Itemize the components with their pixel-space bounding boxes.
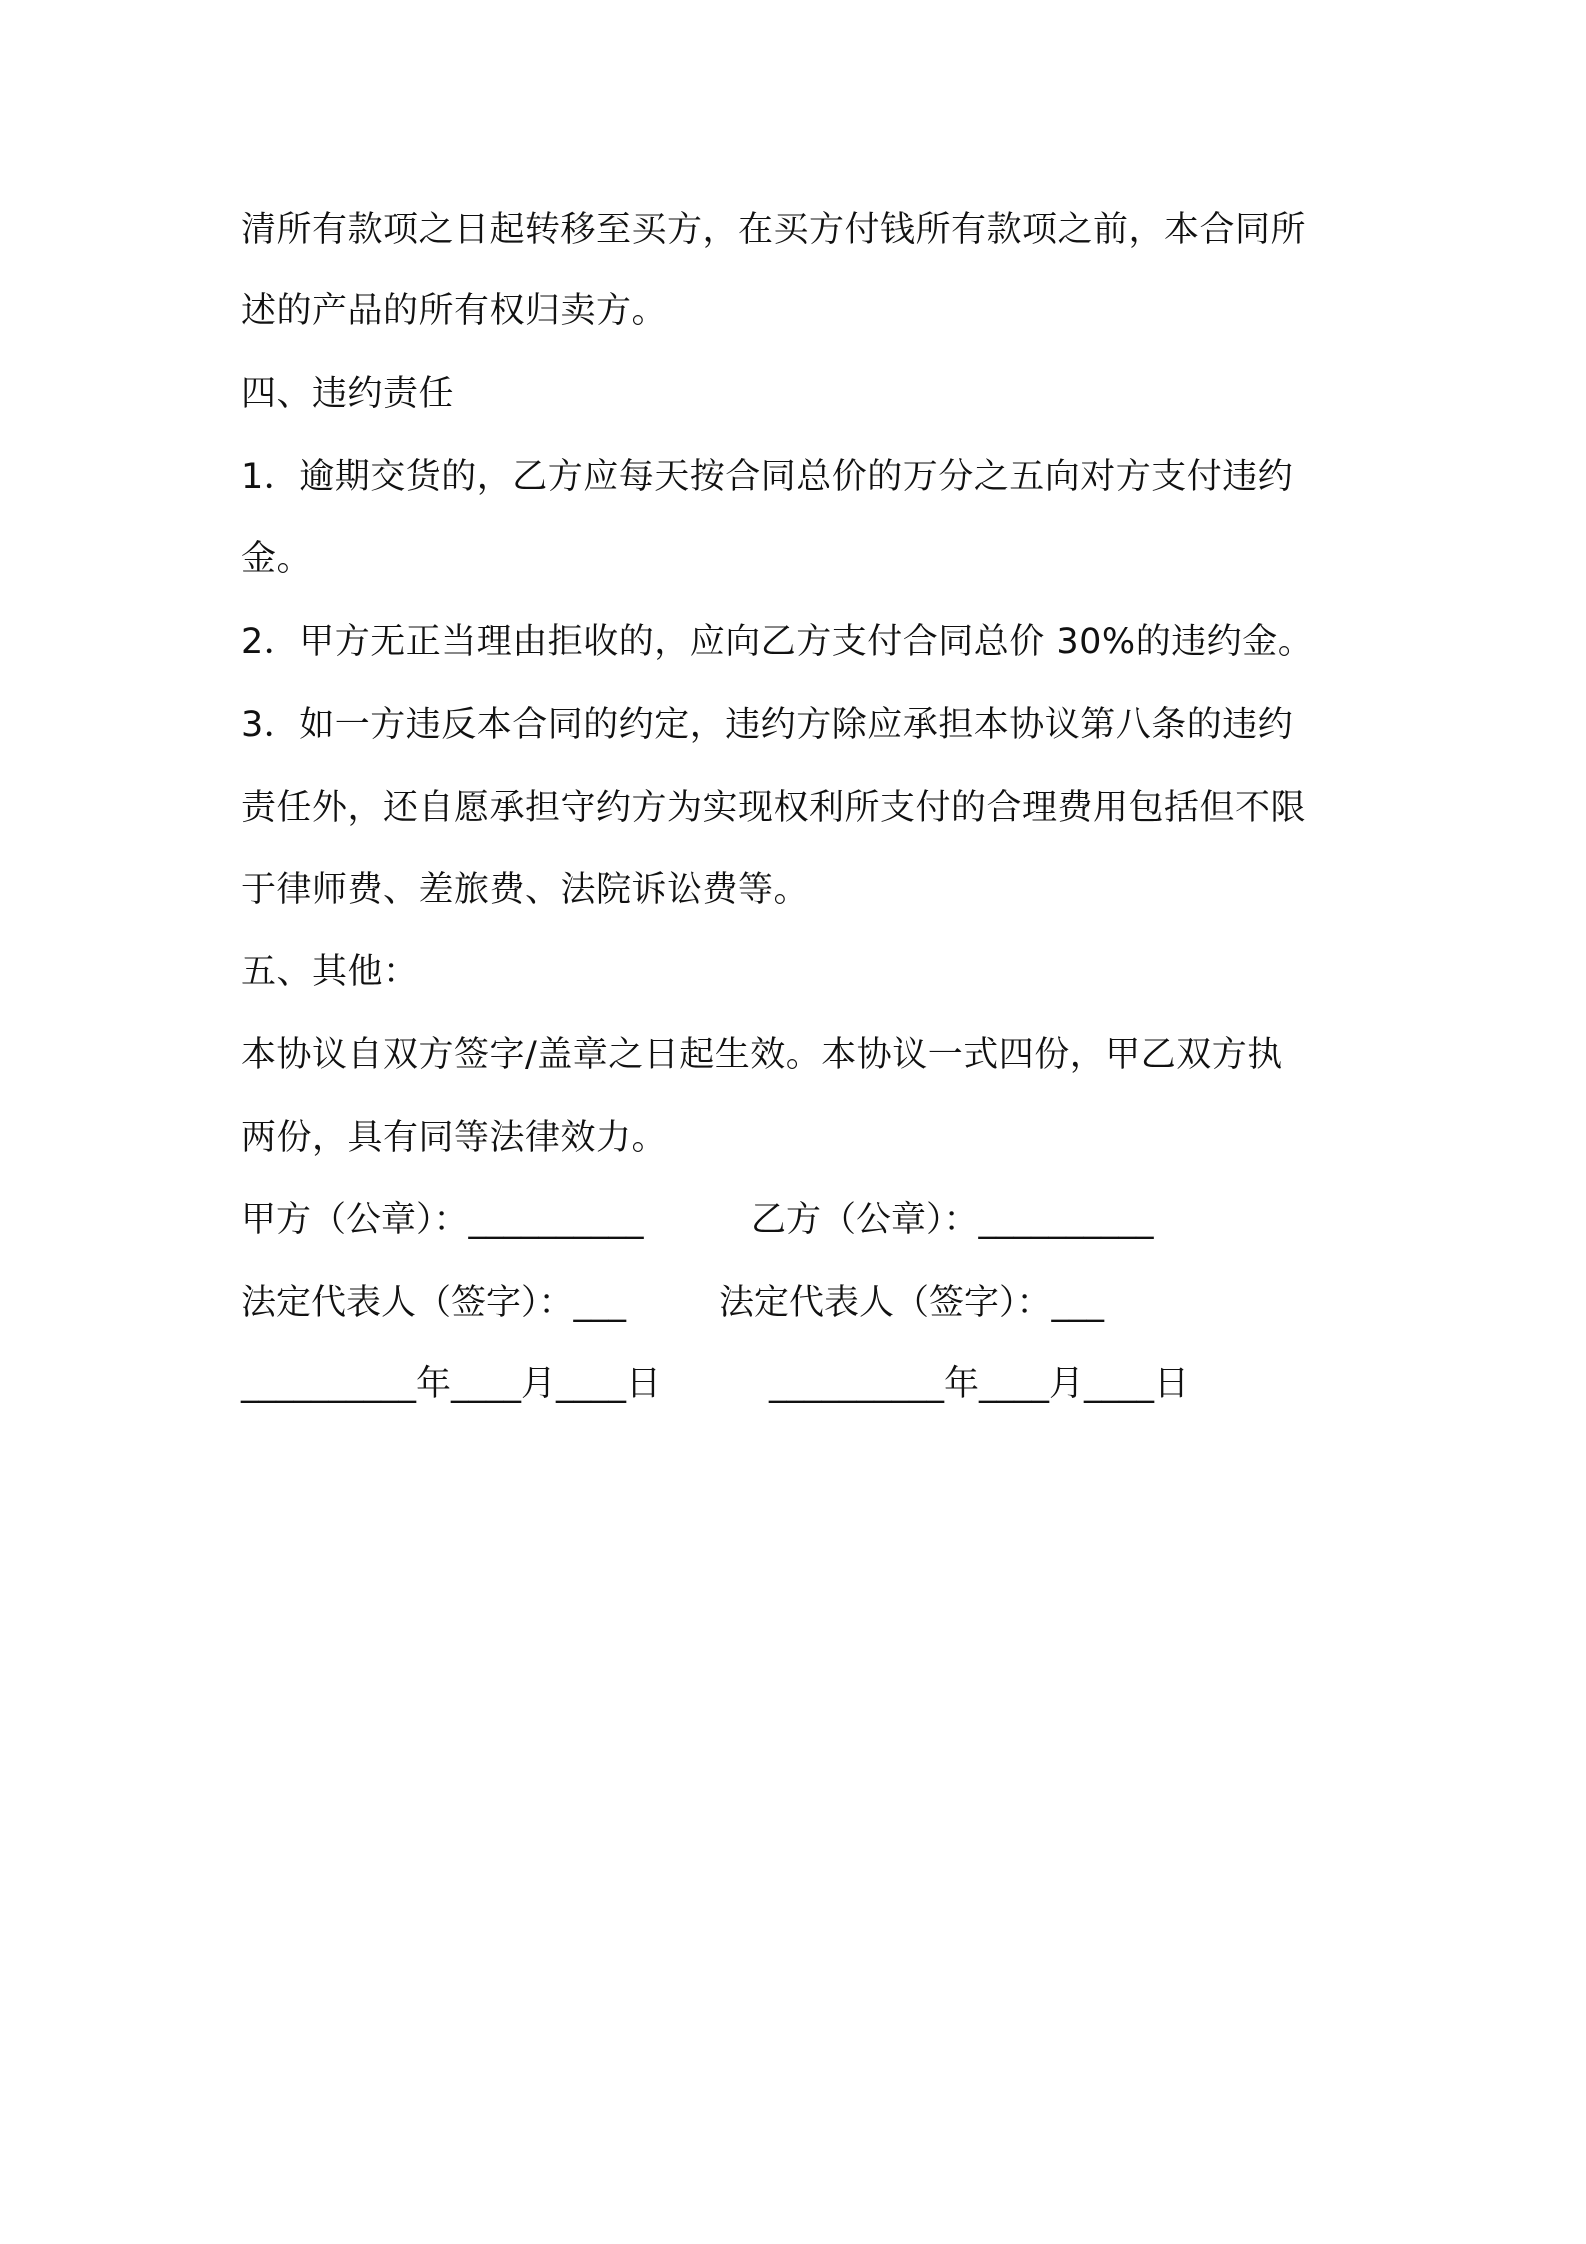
text-line-clause-3-cont2: 于律师费、差旅费、法院诉讼费等。 (241, 870, 810, 910)
party-b-date: __________年____月____日 (769, 1364, 1190, 1404)
party-a-date: __________年____月____日 (241, 1364, 662, 1404)
party-b-seal: 乙方（公章）：__________ (751, 1200, 1154, 1240)
party-b-rep: 法定代表人（签字）：___ (719, 1283, 1105, 1323)
text-line-clause-3: 3．如一方违反本合同的约定，违约方除应承担本协议第八条的违约 (241, 705, 1294, 745)
section-heading-breach: 四、违约责任 (241, 374, 455, 414)
section-heading-other: 五、其他： (241, 952, 419, 992)
text-line-clause-2: 2．甲方无正当理由拒收的，应向乙方支付合同总价 30%的违约金。 (241, 622, 1314, 662)
text-line-effect-cont: 两份，具有同等法律效力。 (241, 1118, 668, 1158)
text-line-1: 清所有款项之日起转移至买方，在买方付钱所有款项之前，本合同所 (241, 210, 1307, 250)
text-line-clause-1-cont: 金。 (241, 539, 313, 579)
text-line-clause-3-cont1: 责任外，还自愿承担守约方为实现权利所支付的合理费用包括但不限 (241, 788, 1307, 828)
text-line-2: 述的产品的所有权归卖方。 (241, 291, 668, 331)
text-line-effect: 本协议自双方签字/盖章之日起生效。本协议一式四份，甲乙双方执 (241, 1035, 1283, 1075)
party-a-seal: 甲方（公章）：__________ (241, 1200, 644, 1240)
party-a-rep: 法定代表人（签字）：___ (241, 1283, 627, 1323)
text-line-clause-1: 1．逾期交货的，乙方应每天按合同总价的万分之五向对方支付违约 (241, 457, 1294, 497)
